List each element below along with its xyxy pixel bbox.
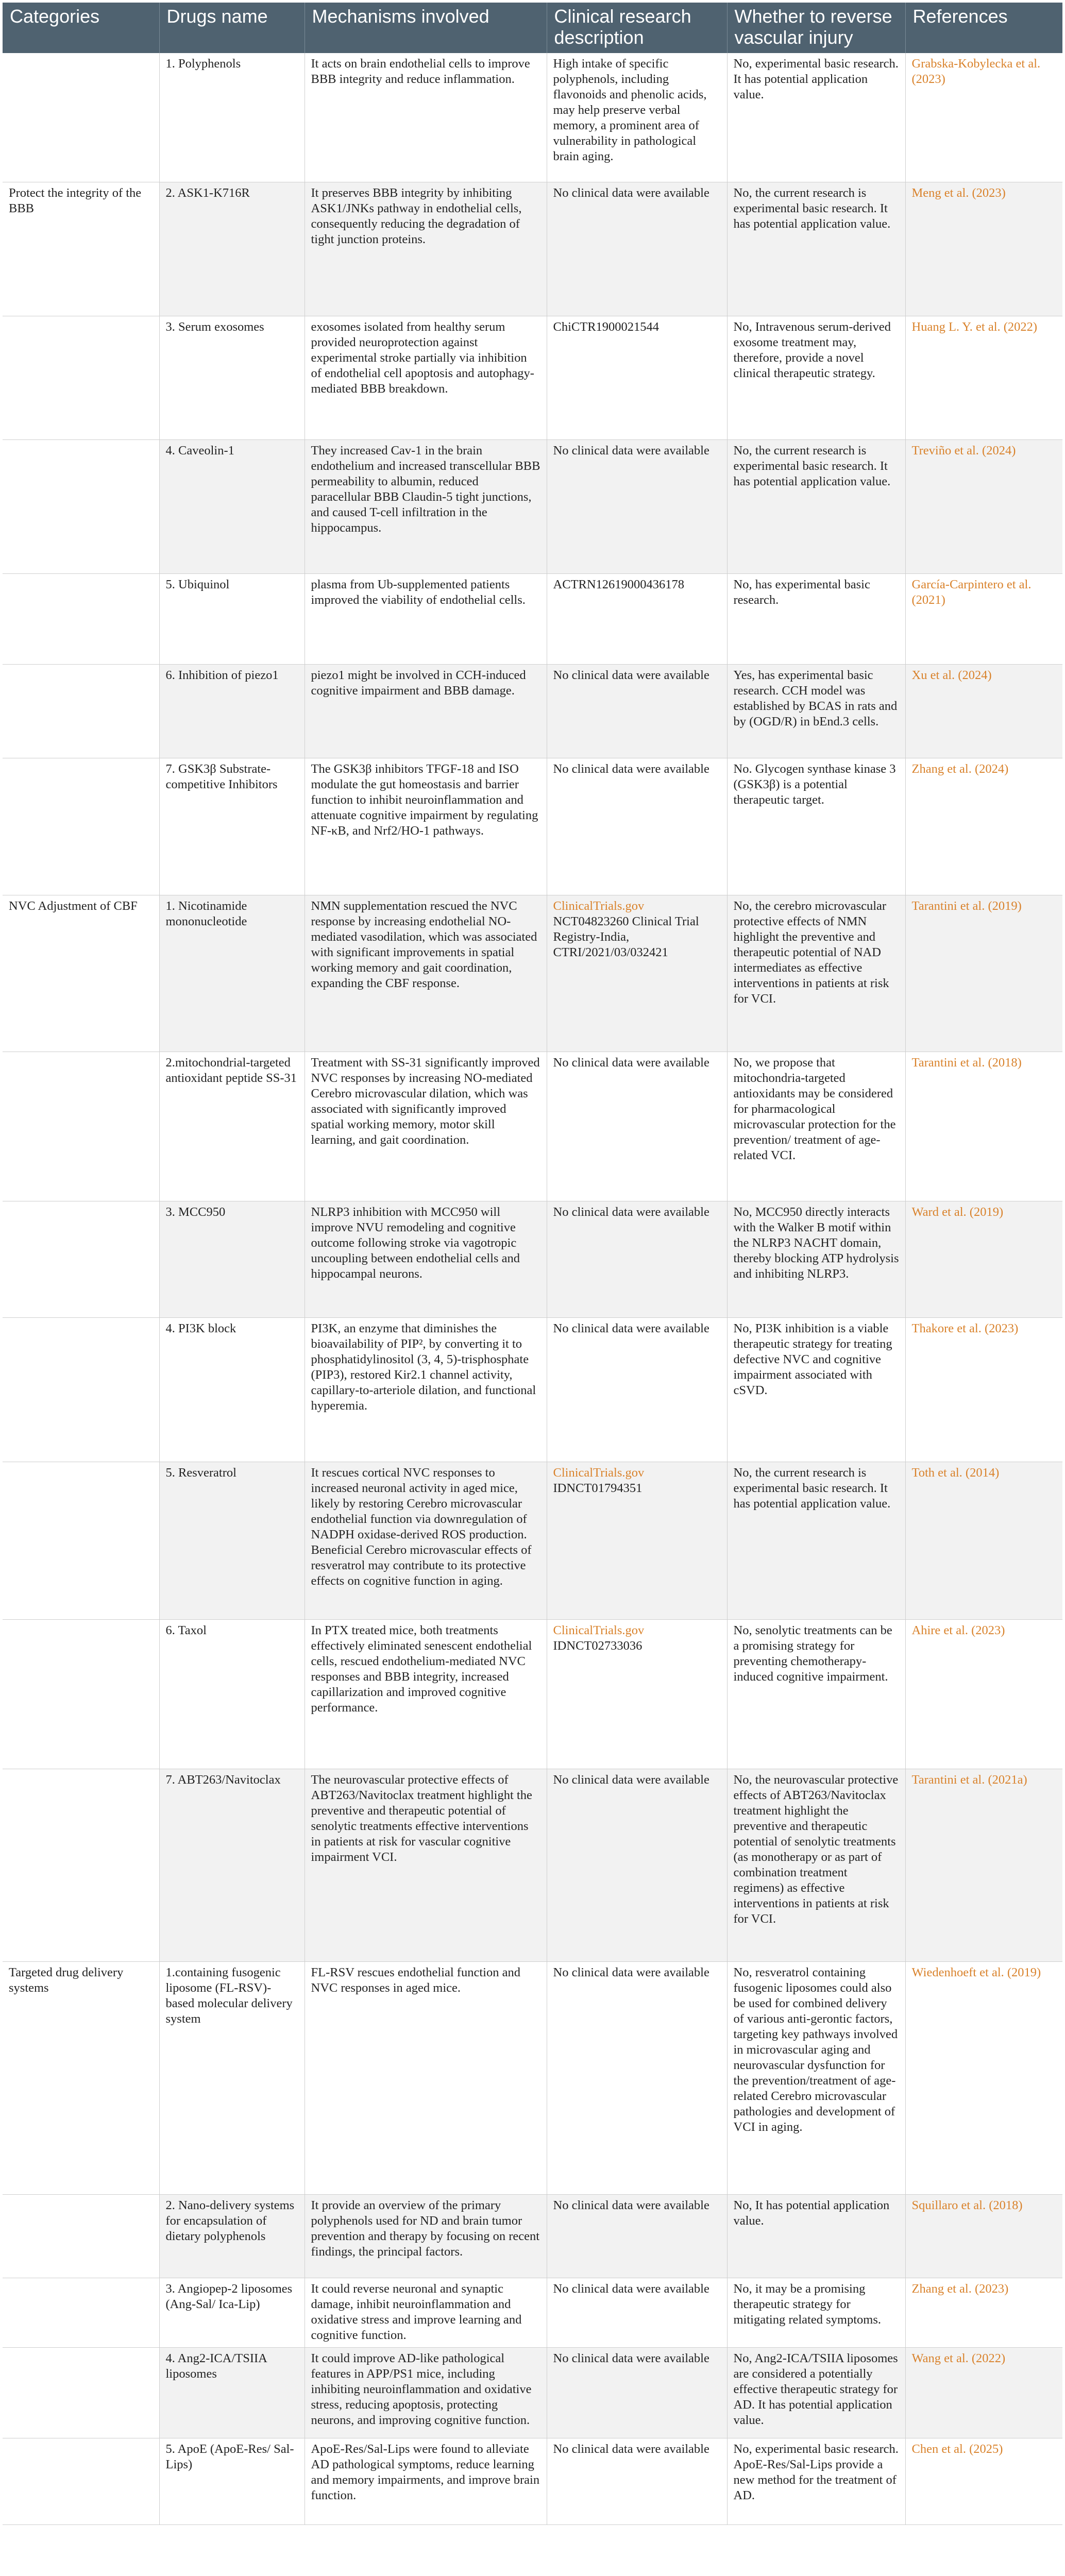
drug-name-cell: 4. Ang2-ICA/TSIIA liposomes — [159, 2347, 305, 2438]
reference-cell — [905, 182, 1062, 316]
reference-link[interactable]: Xu et al. (2024) — [911, 668, 992, 682]
table-row — [3, 895, 1062, 1052]
clinical-cell — [547, 1052, 727, 1201]
drug-name-cell: 1. Polyphenols — [159, 53, 305, 182]
reference-cell — [905, 316, 1062, 439]
table-row — [3, 53, 1062, 182]
mechanism-cell: In PTX treated mice, both treatments effectively eliminated senescent endothelial cells, rescued endothelium-mediated NVC responses and BBB integrity, increased capillarization and improved cognitive performance. — [305, 1619, 547, 1769]
mechanism-cell: It could improve AD-like pathological features in APP/PS1 mice, including inhibiting neuroinflammation and oxidative stress, reducing apoptosis, protecting neurons, and improving cognitive function. — [305, 2347, 547, 2438]
clinical-cell — [547, 664, 727, 758]
reference-link[interactable]: Treviño et al. (2024) — [911, 443, 1016, 457]
table-row — [3, 439, 1062, 573]
drug-name-cell: 3. Angiopep-2 liposomes (Ang-Sal/ Ica-Lip) — [159, 2278, 305, 2347]
category-cell — [3, 2347, 159, 2438]
reference-link[interactable]: Zhang et al. (2024) — [911, 761, 1009, 776]
clinical-cell — [547, 1462, 727, 1619]
header-row — [3, 3, 1062, 53]
table-row — [3, 182, 1062, 316]
clinical-text: IDNCT01794351 — [553, 1481, 643, 1495]
reverse-injury-cell: No, It has potential application value. — [727, 2194, 905, 2278]
clinical-text: ChiCTR1900021544 — [553, 319, 660, 334]
reference-link[interactable]: Tarantini et al. (2021a) — [911, 1772, 1027, 1787]
reference-link[interactable]: Grabska-Kobylecka et al. (2023) — [911, 57, 1041, 86]
reference-link[interactable]: Wang et al. (2022) — [911, 2351, 1006, 2365]
category-cell — [3, 664, 159, 758]
mechanism-cell: The GSK3β inhibitors TFGF-18 and ISO modulate the gut homeostasis and barrier function to inhibit neuroinflammation and attenuate cognitive impairment by regulating NF-κB, and Nrf2/HO-1 pathways. — [305, 758, 547, 895]
clinical-text: No clinical data were available — [553, 1772, 709, 1787]
drug-name-cell: 5. Ubiquinol — [159, 573, 305, 664]
reverse-injury-cell: No, PI3K inhibition is a viable therapeutic strategy for treating defective NVC and cognitive impairment associated with cSVD. — [727, 1317, 905, 1462]
reference-cell — [905, 895, 1062, 1052]
drug-name-cell: 1. Nicotinamide mononucleotide — [159, 895, 305, 1052]
reference-link[interactable]: Ward et al. (2019) — [911, 1205, 1004, 1219]
clinical-text: No clinical data were available — [553, 2442, 709, 2456]
table-row — [3, 1769, 1062, 1961]
clinical-cell — [547, 439, 727, 573]
reference-link[interactable]: Huang L. Y. et al. (2022) — [911, 319, 1038, 334]
table-row — [3, 573, 1062, 664]
clinical-cell — [547, 895, 727, 1052]
reverse-injury-cell: No, the current research is experimental basic research. It has potential application value. — [727, 1462, 905, 1619]
category-cell — [3, 573, 159, 664]
drug-name-cell: 4. PI3K block — [159, 1317, 305, 1462]
category-cell — [3, 1619, 159, 1769]
reference-cell — [905, 439, 1062, 573]
clinical-text: No clinical data were available — [553, 668, 709, 682]
reverse-injury-cell: No, the cerebro microvascular protective effects of NMN highlight the preventive and therapeutic potential of NAD intermediates as effective interventions in patients at risk for VCI. — [727, 895, 905, 1052]
category-cell — [3, 1201, 159, 1317]
clinical-text: No clinical data were available — [553, 2281, 709, 2296]
category-cell — [3, 1462, 159, 1619]
category-cell: Protect the integrity of the BBB — [3, 182, 159, 316]
reference-cell — [905, 1201, 1062, 1317]
header-reverse-injury: Whether to reverse vascular injury — [727, 3, 905, 53]
mechanism-cell: The neurovascular protective effects of ABT263/Navitoclax treatment highlight the preventive and therapeutic potential of senolytic treatments effective interventions in patients at risk for vascular cognitive impairment VCI. — [305, 1769, 547, 1961]
reverse-injury-cell: No, Ang2-ICA/TSIIA liposomes are considered a potentially effective therapeutic strategy for AD. It has potential application value. — [727, 2347, 905, 2438]
table-row — [3, 2194, 1062, 2278]
reverse-injury-cell: No, experimental basic research. It has potential application value. — [727, 53, 905, 182]
drug-name-cell: 2. Nano-delivery systems for encapsulation of dietary polyphenols — [159, 2194, 305, 2278]
clinical-cell — [547, 2278, 727, 2347]
reverse-injury-cell: No, senolytic treatments can be a promising strategy for preventing chemotherapy-induced cognitive impairment. — [727, 1619, 905, 1769]
reverse-injury-cell: No, we propose that mitochondria-targeted antioxidants may be considered for pharmacological microvascular protection for the prevention/ treatment of age-related VCI. — [727, 1052, 905, 1201]
clinical-cell — [547, 2438, 727, 2524]
mechanism-cell: They increased Cav-1 in the brain endothelium and increased transcellular BBB permeability to albumin, reduced paracellular BBB Claudin-5 tight junctions, and caused T-cell infiltration in the hippocampus. — [305, 439, 547, 573]
clinical-cell — [547, 1317, 727, 1462]
table-row — [3, 1961, 1062, 2194]
reference-cell — [905, 2438, 1062, 2524]
clinical-text: No clinical data were available — [553, 2351, 709, 2365]
table-row — [3, 1317, 1062, 1462]
reference-cell — [905, 1961, 1062, 2194]
header-references: References — [905, 3, 1062, 53]
reverse-injury-cell: No, resveratrol containing fusogenic liposomes could also be used for combined delivery of various anti-gerontic factors, targeting key pathways involved in microvascular aging and neurovascular dysfunction for the prevention/treatment of age-related Cerebro microvascular pathologies and development of VCI in aging. — [727, 1961, 905, 2194]
reference-cell — [905, 2194, 1062, 2278]
clinical-text: No clinical data were available — [553, 185, 709, 200]
mechanism-cell: It could reverse neuronal and synaptic damage, inhibit neuroinflammation and oxidative stress and improve learning and cognitive function. — [305, 2278, 547, 2347]
reference-link[interactable]: Chen et al. (2025) — [911, 2442, 1003, 2456]
drug-name-cell: 7. GSK3β Substrate-competitive Inhibitors — [159, 758, 305, 895]
category-cell — [3, 1317, 159, 1462]
mechanism-cell: NMN supplementation rescued the NVC response by increasing endothelial NO-mediated vasodilation, which was associated with significant improvements in spatial working memory and gait coordination, expanding the CBF response. — [305, 895, 547, 1052]
reference-cell — [905, 664, 1062, 758]
category-cell — [3, 758, 159, 895]
reference-cell — [905, 1052, 1062, 1201]
category-cell — [3, 1769, 159, 1961]
category-cell — [3, 53, 159, 182]
clinical-cell — [547, 1769, 727, 1961]
header-mechanisms: Mechanisms involved — [305, 3, 547, 53]
drug-name-cell: 5. Resveratrol — [159, 1462, 305, 1619]
clinical-text: IDNCT02733036 — [553, 1638, 643, 1653]
clinical-text: No clinical data were available — [553, 2198, 709, 2212]
mechanism-cell: It provide an overview of the primary polyphenols used for ND and brain tumor prevention and therapy by focusing on recent findings, the principal factors. — [305, 2194, 547, 2278]
reverse-injury-cell: No, Intravenous serum-derived exosome treatment may, therefore, provide a novel clinical therapeutic strategy. — [727, 316, 905, 439]
header-drugs-name: Drugs name — [159, 3, 305, 53]
clinical-text: No clinical data were available — [553, 1205, 709, 1219]
table-row — [3, 1462, 1062, 1619]
table-container — [3, 3, 1062, 2525]
reference-link[interactable]: Meng et al. (2023) — [911, 185, 1006, 200]
drug-name-cell: 2.mitochondrial-targeted antioxidant peptide SS-31 — [159, 1052, 305, 1201]
clinical-cell — [547, 1619, 727, 1769]
clinical-text: No clinical data were available — [553, 1321, 709, 1335]
table-row — [3, 2278, 1062, 2347]
reverse-injury-cell: No, has experimental basic research. — [727, 573, 905, 664]
reverse-injury-cell: No, experimental basic research. ApoE-Res/Sal-Lips provide a new method for the treatment of AD. — [727, 2438, 905, 2524]
drug-name-cell: 2. ASK1-K716R — [159, 182, 305, 316]
table-row — [3, 2347, 1062, 2438]
reference-cell — [905, 573, 1062, 664]
reverse-injury-cell: No, MCC950 directly interacts with the Walker B motif within the NLRP3 NACHT domain, thereby blocking ATP hydrolysis and inhibiting NLRP3. — [727, 1201, 905, 1317]
clinical-text: No clinical data were available — [553, 1965, 709, 1979]
reverse-injury-cell: No. Glycogen synthase kinase 3 (GSK3β) is a potential therapeutic target. — [727, 758, 905, 895]
drug-name-cell: 7. ABT263/Navitoclax — [159, 1769, 305, 1961]
mechanism-cell: piezo1 might be involved in CCH-induced cognitive impairment and BBB damage. — [305, 664, 547, 758]
category-cell — [3, 2278, 159, 2347]
mechanism-cell: NLRP3 inhibition with MCC950 will improve NVU remodeling and cognitive outcome following stroke via vagotropic uncoupling between endothelial cells and hippocampal neurons. — [305, 1201, 547, 1317]
drug-name-cell: 3. Serum exosomes — [159, 316, 305, 439]
table-row — [3, 664, 1062, 758]
category-cell — [3, 2194, 159, 2278]
reference-cell — [905, 2347, 1062, 2438]
reverse-injury-cell: No, the neurovascular protective effects of ABT263/Navitoclax treatment highlight the preventive and therapeutic potential of senolytic treatments (as monotherapy or as part of combination treatment regimens) as effective interventions in patients at risk for VCI. — [727, 1769, 905, 1961]
clinical-text: ACTRN12619000436178 — [553, 577, 685, 591]
mechanism-cell: PI3K, an enzyme that diminishes the bioavailability of PIP², by converting it to phosphatidylinositol (3, 4, 5)-trisphosphate (PIP3), restored Kir2.1 channel activity, capillary-to-arteriole dilation, and functional hyperemia. — [305, 1317, 547, 1462]
reference-cell — [905, 2278, 1062, 2347]
mechanism-cell: plasma from Ub-supplemented patients improved the viability of endothelial cells. — [305, 573, 547, 664]
clinical-cell — [547, 182, 727, 316]
reference-link[interactable]: Thakore et al. (2023) — [911, 1321, 1019, 1335]
clinical-cell — [547, 573, 727, 664]
category-cell — [3, 316, 159, 439]
clinical-cell — [547, 53, 727, 182]
drug-name-cell: 4. Caveolin-1 — [159, 439, 305, 573]
reference-cell — [905, 53, 1062, 182]
drug-name-cell: 5. ApoE (ApoE-Res/ Sal-Lips) — [159, 2438, 305, 2524]
table-row — [3, 1201, 1062, 1317]
drug-table — [3, 3, 1062, 2525]
reference-link[interactable]: Squillaro et al. (2018) — [911, 2198, 1023, 2212]
clinical-text: NCT04823260 Clinical Trial Registry-India, CTRI/2021/03/032421 — [553, 914, 699, 959]
table-row — [3, 758, 1062, 895]
clinical-trials-link[interactable]: ClinicalTrials.gov — [553, 1623, 645, 1637]
table-row — [3, 1052, 1062, 1201]
mechanism-cell: It preserves BBB integrity by inhibiting ASK1/JNKs pathway in endothelial cells, consequently reducing the degradation of tight junction proteins. — [305, 182, 547, 316]
clinical-text: No clinical data were available — [553, 761, 709, 776]
reference-link[interactable]: Ahire et al. (2023) — [911, 1623, 1005, 1637]
table-row — [3, 2438, 1062, 2524]
reference-link[interactable]: Wiedenhoeft et al. (2019) — [911, 1965, 1041, 1979]
reference-link[interactable]: Zhang et al. (2023) — [911, 2281, 1009, 2296]
mechanism-cell: Treatment with SS-31 significantly improved NVC responses by increasing NO-mediated Cerebro microvascular dilation, which was associated with significantly improved spatial working memory, motor skill learning, and gait coordination. — [305, 1052, 547, 1201]
clinical-text: No clinical data were available — [553, 1055, 709, 1070]
mechanism-cell: exosomes isolated from healthy serum provided neuroprotection against experimental stroke partially via inhibition of endothelial cell apoptosis and autophagy-mediated BBB breakdown. — [305, 316, 547, 439]
header-clinical-research: Clinical research description — [547, 3, 727, 53]
reference-link[interactable]: Toth et al. (2014) — [911, 1465, 1000, 1480]
reference-cell — [905, 1462, 1062, 1619]
table-row — [3, 316, 1062, 439]
reverse-injury-cell: No, the current research is experimental basic research. It has potential application value. — [727, 439, 905, 573]
clinical-cell — [547, 1961, 727, 2194]
clinical-text: No clinical data were available — [553, 443, 709, 457]
category-cell: Targeted drug delivery systems — [3, 1961, 159, 2194]
table-row — [3, 1619, 1062, 1769]
reference-cell — [905, 1619, 1062, 1769]
header-categories: Categories — [3, 3, 159, 53]
mechanism-cell: It rescues cortical NVC responses to increased neuronal activity in aged mice, likely by restoring Cerebro microvascular endothelial function via downregulation of NADPH oxidase-derived ROS production. Beneficial Cerebro microvascular effects of resveratrol may contribute to its protective effects on cognitive function in aging. — [305, 1462, 547, 1619]
clinical-text: High intake of specific polyphenols, including flavonoids and phenolic acids, may help preserve verbal memory, a prominent area of vulnerability in pathological brain aging. — [553, 57, 707, 163]
reverse-injury-cell: Yes, has experimental basic research. CCH model was established by BCAS in rats and by (OGD/R) in bEnd.3 cells. — [727, 664, 905, 758]
reference-link[interactable]: García-Carpintero et al. (2021) — [911, 577, 1032, 607]
reference-cell — [905, 1317, 1062, 1462]
drug-name-cell: 6. Inhibition of piezo1 — [159, 664, 305, 758]
category-cell — [3, 2438, 159, 2524]
clinical-trials-link[interactable]: ClinicalTrials.gov — [553, 1465, 645, 1480]
drug-name-cell: 1.containing fusogenic liposome (FL-RSV)-based molecular delivery system — [159, 1961, 305, 2194]
drug-name-cell: 6. Taxol — [159, 1619, 305, 1769]
clinical-cell — [547, 2347, 727, 2438]
reverse-injury-cell: No, the current research is experimental basic research. It has potential application value. — [727, 182, 905, 316]
category-cell — [3, 1052, 159, 1201]
clinical-cell — [547, 1201, 727, 1317]
category-cell — [3, 439, 159, 573]
drug-name-cell: 3. MCC950 — [159, 1201, 305, 1317]
category-cell: NVC Adjustment of CBF — [3, 895, 159, 1052]
clinical-cell — [547, 316, 727, 439]
clinical-cell — [547, 758, 727, 895]
reference-link[interactable]: Tarantini et al. (2019) — [911, 899, 1022, 913]
clinical-trials-link[interactable]: ClinicalTrials.gov — [553, 899, 645, 913]
reference-cell — [905, 758, 1062, 895]
mechanism-cell: FL-RSV rescues endothelial function and NVC responses in aged mice. — [305, 1961, 547, 2194]
reference-cell — [905, 1769, 1062, 1961]
mechanism-cell: It acts on brain endothelial cells to improve BBB integrity and reduce inflammation. — [305, 53, 547, 182]
reference-link[interactable]: Tarantini et al. (2018) — [911, 1055, 1022, 1070]
clinical-cell — [547, 2194, 727, 2278]
mechanism-cell: ApoE-Res/Sal-Lips were found to alleviate AD pathological symptoms, reduce learning and memory impairments, and improve brain function. — [305, 2438, 547, 2524]
reverse-injury-cell: No, it may be a promising therapeutic strategy for mitigating related symptoms. — [727, 2278, 905, 2347]
